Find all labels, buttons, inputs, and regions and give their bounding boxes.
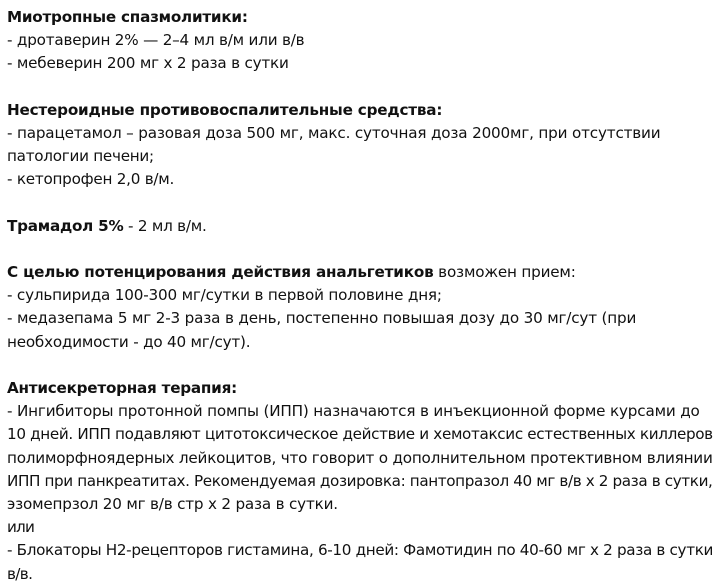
- tramadol-line: [7, 215, 715, 238]
- potentiation-intro: возможен прием:: [433, 263, 576, 282]
- heading-antisecretory: Антисекреторная терапия:: [7, 379, 237, 397]
- text-line: - кетопрофен 2,0 в/м.: [7, 170, 175, 189]
- heading-tramadol: Трамадол 5%: [7, 216, 124, 235]
- text-line: или: [7, 518, 34, 537]
- text-line: необходимости - до 40 мг/сут).: [7, 332, 251, 351]
- spacer: [7, 238, 715, 261]
- document-page: [7, 6, 715, 586]
- potentiation-line: [7, 261, 715, 284]
- text-line: - парацетамол – разовая доза 500 мг, макс. суточная доза 2000мг, при отсутствии: [7, 123, 661, 142]
- text-line: - дротаверин 2% — 2–4 мл в/м или в/в: [7, 31, 305, 50]
- text-line: полиморфноядерных лейкоцитов, что говорит о дополнительном протективном влиянии: [7, 448, 713, 467]
- text-line: - мебеверин 200 мг х 2 раза в сутки: [7, 54, 289, 73]
- text-line: - Блокаторы Н2-рецепторов гистамина, 6-10 дней: Фамотидин по 40-60 мг х 2 раза в сутки: [7, 541, 714, 560]
- text-line: 10 дней. ИПП подавляют цитотоксическое действие и хемотаксис естественных киллеров: [7, 425, 713, 444]
- text-line: ИПП при панкреатитах. Рекомендуемая дозировка: пантопразол 40 мг в/в х 2 раза в сутки,: [7, 471, 713, 490]
- heading-potentiation: С целью потенцирования действия анальгетиков: [7, 263, 434, 282]
- text-line: - сульпирида 100-300 мг/сутки в первой половине дня;: [7, 286, 442, 305]
- text-line: в/в.: [7, 564, 33, 583]
- text-line: патологии печени;: [7, 147, 154, 166]
- tramadol-dose: - 2 мл в/м.: [123, 216, 207, 235]
- spacer: [7, 76, 715, 99]
- text-line: эзомепрзол 20 мг в/в стр х 2 раза в сутки.: [7, 494, 338, 513]
- heading-antispasmodics: Миотропные спазмолитики:: [7, 8, 248, 26]
- text-line: - медазепама 5 мг 2-3 раза в день, постепенно повышая дозу до 30 мг/сут (при: [7, 309, 637, 328]
- text-line: - Ингибиторы протонной помпы (ИПП) назначаются в инъекционной форме курсами до: [7, 402, 700, 421]
- heading-nsaids: Нестероидные противовоспалительные средства:: [7, 100, 443, 119]
- spacer: [7, 192, 715, 215]
- spacer: [7, 354, 715, 377]
